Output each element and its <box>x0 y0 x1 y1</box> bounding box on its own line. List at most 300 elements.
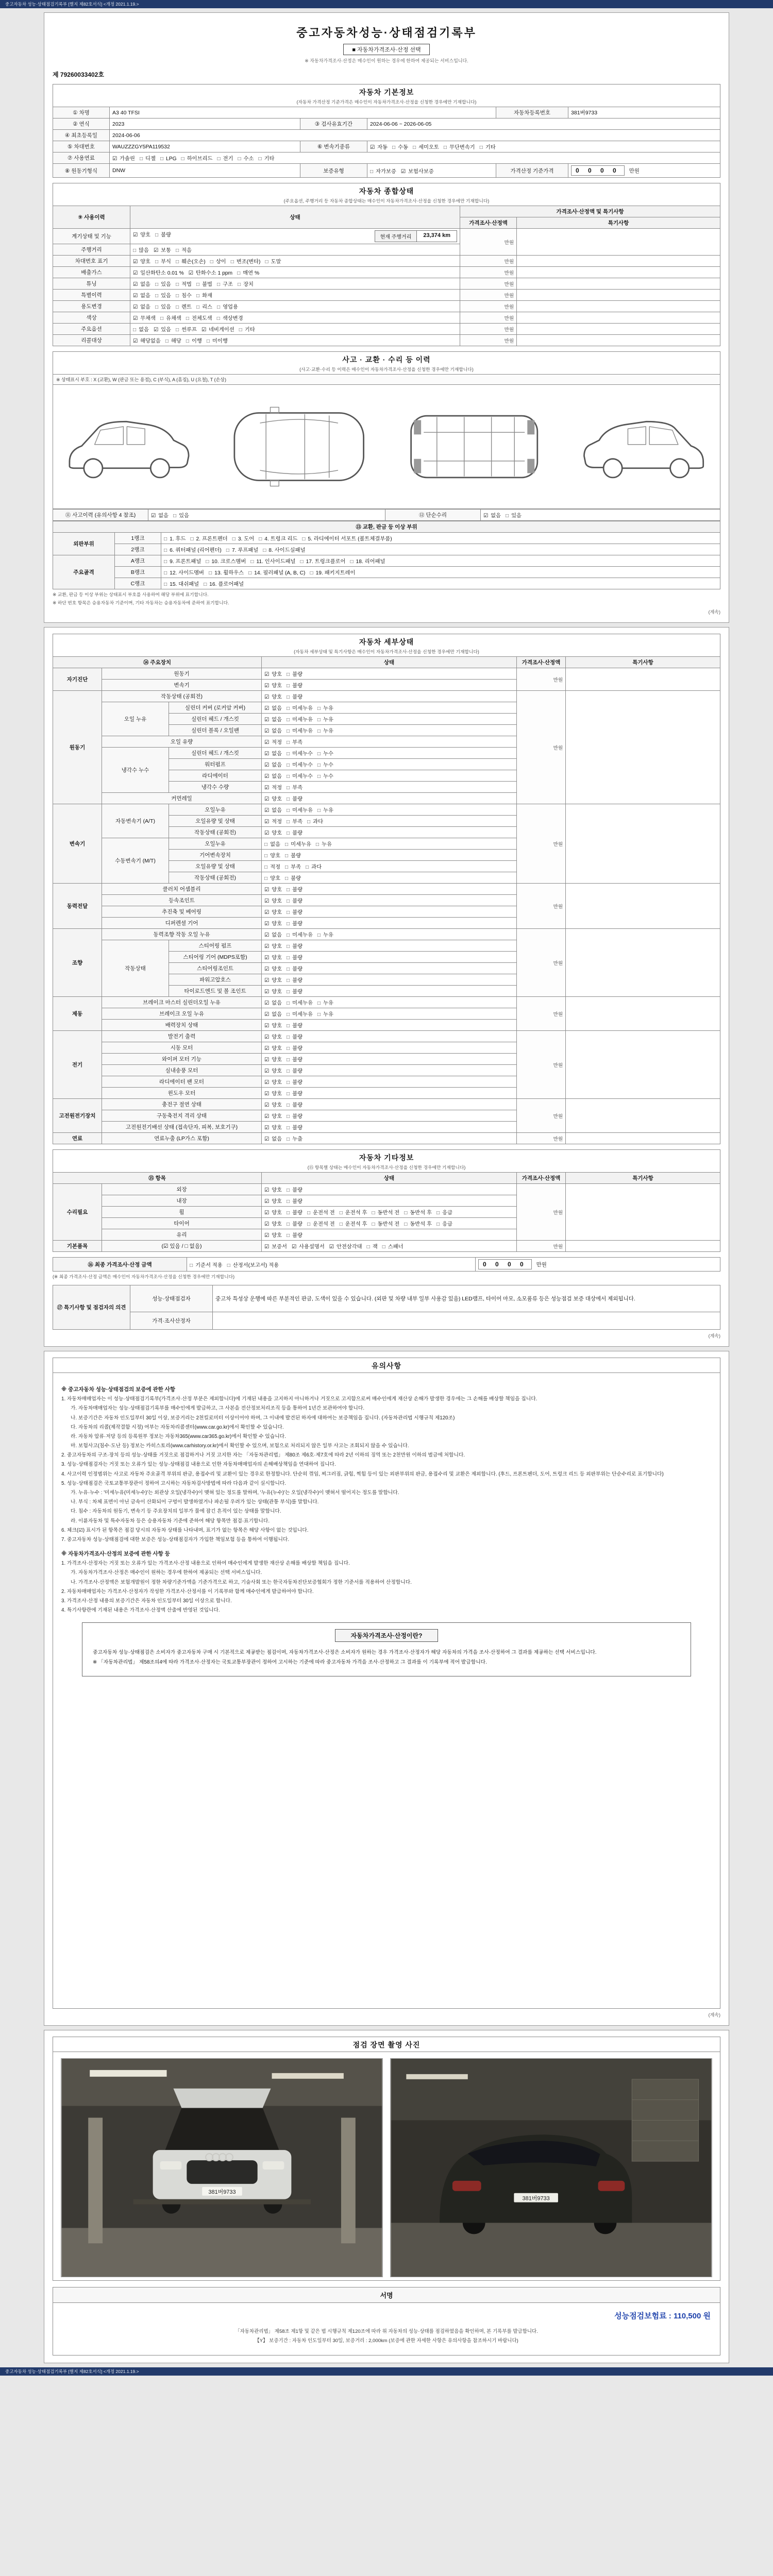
checkbox-option[interactable]: □ 미세누유 <box>287 728 313 734</box>
checked-checkbox-icon[interactable]: ☑ <box>264 921 270 927</box>
checkbox-option[interactable]: □ 있음 <box>155 304 171 310</box>
unchecked-checkbox-icon[interactable]: □ <box>133 327 137 333</box>
unchecked-checkbox-icon[interactable]: □ <box>217 282 221 287</box>
checkbox-option[interactable]: □ 누유 <box>317 717 333 723</box>
unchecked-checkbox-icon[interactable]: □ <box>186 338 190 344</box>
unchecked-checkbox-icon[interactable]: □ <box>176 248 179 253</box>
unchecked-checkbox-icon[interactable]: □ <box>287 1125 290 1131</box>
unchecked-checkbox-icon[interactable]: □ <box>372 1210 375 1216</box>
checkbox-option[interactable]: □ 16. 플로어패널 <box>204 582 244 587</box>
checkbox-option[interactable]: □ 불량 <box>287 1210 303 1216</box>
unchecked-checkbox-icon[interactable]: □ <box>248 570 252 576</box>
unchecked-checkbox-icon[interactable]: □ <box>287 1023 290 1029</box>
checked-checkbox-icon[interactable]: ☑ <box>133 293 138 299</box>
checkbox-option[interactable]: □ 미세누유 <box>287 1012 313 1018</box>
checkbox-option[interactable]: □ 누유 <box>317 1012 333 1018</box>
checkbox-option[interactable]: □ 12. 사이드멤버 <box>164 570 205 576</box>
checked-checkbox-icon[interactable]: ☑ <box>264 683 270 689</box>
checkbox-option[interactable]: □ 불법 <box>196 282 212 287</box>
unchecked-checkbox-icon[interactable]: □ <box>287 933 290 938</box>
unchecked-checkbox-icon[interactable]: □ <box>392 145 396 150</box>
checkbox-option[interactable]: ☑ 양호 <box>264 1080 282 1086</box>
checkbox-option[interactable]: □ 운전석 전 <box>307 1222 335 1227</box>
checkbox-option[interactable]: □ 누유 <box>317 728 333 734</box>
unchecked-checkbox-icon[interactable]: □ <box>216 316 220 321</box>
unchecked-checkbox-icon[interactable]: □ <box>317 751 321 757</box>
checkbox-option[interactable]: □ 불량 <box>287 1222 303 1227</box>
unchecked-checkbox-icon[interactable]: □ <box>287 967 290 972</box>
unchecked-checkbox-icon[interactable]: □ <box>265 259 268 265</box>
checkbox-option[interactable]: □ 누유 <box>317 808 333 814</box>
unchecked-checkbox-icon[interactable]: □ <box>190 1262 193 1268</box>
checkbox-option[interactable]: □ 1. 후드 <box>164 536 186 542</box>
unchecked-checkbox-icon[interactable]: □ <box>155 232 159 238</box>
checkbox-option[interactable]: □ 적음 <box>176 248 192 253</box>
unchecked-checkbox-icon[interactable]: □ <box>413 145 416 150</box>
unchecked-checkbox-icon[interactable]: □ <box>370 168 374 175</box>
unchecked-checkbox-icon[interactable]: □ <box>315 842 320 848</box>
checkbox-option[interactable]: ☑ 무채색 <box>133 316 156 321</box>
checked-checkbox-icon[interactable]: ☑ <box>133 270 138 276</box>
unchecked-checkbox-icon[interactable]: □ <box>287 751 290 757</box>
checkbox-option[interactable]: □ 불량 <box>287 967 303 972</box>
checkbox-option[interactable]: □ 19. 패키지트레이 <box>310 570 356 576</box>
unchecked-checkbox-icon[interactable]: □ <box>307 819 311 825</box>
checkbox-option[interactable]: □ 불량 <box>287 921 303 927</box>
unchecked-checkbox-icon[interactable]: □ <box>285 865 289 870</box>
checkbox-option[interactable]: □ 있음 <box>155 293 171 299</box>
checkbox-option[interactable]: ☑ 없음 <box>151 513 169 519</box>
checkbox-option[interactable]: □ 수소 <box>238 156 254 162</box>
checkbox-option[interactable]: □ 미세누유 <box>287 808 313 814</box>
checkbox-option[interactable]: □ 불량 <box>287 683 303 689</box>
checkbox-option[interactable]: □ 불량 <box>287 694 303 700</box>
checked-checkbox-icon[interactable]: ☑ <box>264 887 270 893</box>
unchecked-checkbox-icon[interactable]: □ <box>160 156 164 162</box>
unchecked-checkbox-icon[interactable]: □ <box>176 304 179 310</box>
checked-checkbox-icon[interactable]: ☑ <box>329 1244 334 1250</box>
checked-checkbox-icon[interactable]: ☑ <box>264 967 270 972</box>
checkbox-option[interactable]: ☑ 양호 <box>264 1210 282 1216</box>
checked-checkbox-icon[interactable]: ☑ <box>483 513 489 519</box>
checkbox-option[interactable]: □ 불량 <box>287 1114 303 1120</box>
checkbox-option[interactable]: □ 훼손(오손) <box>176 259 206 265</box>
unchecked-checkbox-icon[interactable]: □ <box>164 559 167 565</box>
checkbox-option[interactable]: □ 있음 <box>155 282 171 287</box>
checkbox-option[interactable]: □ 미세누유 <box>287 1001 313 1006</box>
checked-checkbox-icon[interactable]: ☑ <box>264 740 270 745</box>
unchecked-checkbox-icon[interactable]: □ <box>210 259 213 265</box>
checked-checkbox-icon[interactable]: ☑ <box>264 706 270 711</box>
unchecked-checkbox-icon[interactable]: □ <box>287 1137 290 1142</box>
unchecked-checkbox-icon[interactable]: □ <box>209 570 212 576</box>
checked-checkbox-icon[interactable]: ☑ <box>264 774 270 779</box>
unchecked-checkbox-icon[interactable]: □ <box>317 1012 321 1018</box>
unchecked-checkbox-icon[interactable]: □ <box>287 910 290 916</box>
unchecked-checkbox-icon[interactable]: □ <box>264 842 268 848</box>
checkbox-option[interactable]: ☑ 가솔린 <box>112 156 135 162</box>
unchecked-checkbox-icon[interactable]: □ <box>287 1057 290 1063</box>
checked-checkbox-icon[interactable]: ☑ <box>133 304 138 310</box>
unchecked-checkbox-icon[interactable]: □ <box>217 156 221 162</box>
unchecked-checkbox-icon[interactable]: □ <box>287 683 290 689</box>
checked-checkbox-icon[interactable]: ☑ <box>264 762 270 768</box>
checked-checkbox-icon[interactable]: ☑ <box>264 1091 270 1097</box>
checkbox-option[interactable]: ☑ 양호 <box>264 1114 282 1120</box>
checkbox-option[interactable]: □ 불량 <box>287 955 303 961</box>
checkbox-option[interactable]: □ 스패너 <box>382 1244 404 1250</box>
unchecked-checkbox-icon[interactable]: □ <box>264 853 268 859</box>
checked-checkbox-icon[interactable]: ☑ <box>133 232 138 238</box>
unchecked-checkbox-icon[interactable]: □ <box>176 259 179 265</box>
checkbox-option[interactable]: ☑ 양호 <box>264 694 282 700</box>
unchecked-checkbox-icon[interactable]: □ <box>155 282 159 287</box>
checkbox-option[interactable]: ☑ 적정 <box>264 819 282 825</box>
unchecked-checkbox-icon[interactable]: □ <box>317 762 321 768</box>
checkbox-option[interactable]: ☑ 양호 <box>264 910 282 916</box>
unchecked-checkbox-icon[interactable]: □ <box>317 774 321 779</box>
checkbox-option[interactable]: □ 6. 쿼터패널 (리어펜더) <box>164 548 222 553</box>
checkbox-option[interactable]: □ 누수 <box>317 774 333 779</box>
unchecked-checkbox-icon[interactable]: □ <box>350 559 354 565</box>
unchecked-checkbox-icon[interactable]: □ <box>287 808 290 814</box>
checkbox-option[interactable]: ☑ 양호 <box>264 1046 282 1052</box>
checkbox-option[interactable]: ☑ 보증서 <box>264 1244 287 1250</box>
checkbox-option[interactable]: ☑ 없음 <box>264 762 282 768</box>
unchecked-checkbox-icon[interactable]: □ <box>404 1222 408 1227</box>
unchecked-checkbox-icon[interactable]: □ <box>164 582 167 587</box>
checkbox-option[interactable]: ☑ 양호 <box>264 796 282 802</box>
unchecked-checkbox-icon[interactable]: □ <box>287 1080 290 1086</box>
unchecked-checkbox-icon[interactable]: □ <box>186 316 190 321</box>
checkbox-option[interactable]: ☑ 없음 <box>264 717 282 723</box>
checkbox-option[interactable]: □ 전기 <box>217 156 233 162</box>
unchecked-checkbox-icon[interactable]: □ <box>307 1210 311 1216</box>
checkbox-option[interactable]: ☑ 양호 <box>133 259 150 265</box>
checkbox-option[interactable]: □ 미세누유 <box>287 933 313 938</box>
unchecked-checkbox-icon[interactable]: □ <box>287 774 290 779</box>
checkbox-option[interactable]: ☑ 양호 <box>264 683 282 689</box>
checkbox-option[interactable]: ☑ 없음 <box>264 728 282 734</box>
checkbox-option[interactable]: □ 14. 필러패널 (A, B, C) <box>248 570 306 576</box>
checkbox-option[interactable]: □ 부족 <box>285 865 301 870</box>
checked-checkbox-icon[interactable]: ☑ <box>264 1069 270 1074</box>
unchecked-checkbox-icon[interactable]: □ <box>317 706 321 711</box>
unchecked-checkbox-icon[interactable]: □ <box>263 548 266 553</box>
checkbox-option[interactable]: □ LPG <box>160 156 177 162</box>
unchecked-checkbox-icon[interactable]: □ <box>307 1222 311 1227</box>
checkbox-option[interactable]: □ 미세누유 <box>287 706 313 711</box>
checkbox-option[interactable]: □ 부족 <box>287 785 303 791</box>
checked-checkbox-icon[interactable]: ☑ <box>151 513 156 519</box>
unchecked-checkbox-icon[interactable]: □ <box>287 762 290 768</box>
checked-checkbox-icon[interactable]: ☑ <box>264 1210 270 1216</box>
checkbox-option[interactable]: ☑ 양호 <box>264 1199 282 1205</box>
checkbox-option[interactable]: □ 불량 <box>287 910 303 916</box>
unchecked-checkbox-icon[interactable]: □ <box>264 876 268 882</box>
checkbox-option[interactable]: ☑ 양호 <box>264 1188 282 1193</box>
checkbox-option[interactable]: □ 누유 <box>317 1001 333 1006</box>
checkbox-option[interactable]: □ 누유 <box>317 933 333 938</box>
unchecked-checkbox-icon[interactable]: □ <box>479 145 483 150</box>
unchecked-checkbox-icon[interactable]: □ <box>287 887 290 893</box>
checkbox-option[interactable]: □ 불량 <box>287 944 303 950</box>
checked-checkbox-icon[interactable]: ☑ <box>133 316 138 321</box>
unchecked-checkbox-icon[interactable]: □ <box>181 156 184 162</box>
unchecked-checkbox-icon[interactable]: □ <box>317 728 321 734</box>
unchecked-checkbox-icon[interactable]: □ <box>287 1210 290 1216</box>
checkbox-option[interactable]: □ 불량 <box>287 831 303 836</box>
checked-checkbox-icon[interactable]: ☑ <box>264 910 270 916</box>
checked-checkbox-icon[interactable]: ☑ <box>264 1137 270 1142</box>
checked-checkbox-icon[interactable]: ☑ <box>264 1035 270 1040</box>
checkbox-option[interactable]: ☑ 보험사보증 <box>400 168 434 175</box>
checkbox-option[interactable]: ☑ 네비게이션 <box>201 327 234 333</box>
checked-checkbox-icon[interactable]: ☑ <box>264 1057 270 1063</box>
unchecked-checkbox-icon[interactable]: □ <box>190 536 194 542</box>
checkbox-option[interactable]: □ 불량 <box>287 672 303 677</box>
checkbox-option[interactable]: ☑ 있음 <box>154 327 171 333</box>
checkbox-option[interactable]: □ 전체도색 <box>186 316 212 321</box>
checkbox-option[interactable]: ☑ 양호 <box>264 899 282 904</box>
unchecked-checkbox-icon[interactable]: □ <box>155 304 159 310</box>
checkbox-option[interactable]: ☑ 없음 <box>264 1012 282 1018</box>
checkbox-option[interactable]: □ 수동 <box>392 145 408 150</box>
checkbox-option[interactable]: □ 응급 <box>436 1222 453 1227</box>
checkbox-option[interactable]: □ 있음 <box>173 513 189 519</box>
unchecked-checkbox-icon[interactable]: □ <box>217 304 221 310</box>
checkbox-option[interactable]: □ 불량 <box>287 1125 303 1131</box>
unchecked-checkbox-icon[interactable]: □ <box>259 536 262 542</box>
unchecked-checkbox-icon[interactable]: □ <box>317 717 321 723</box>
unchecked-checkbox-icon[interactable]: □ <box>287 785 290 791</box>
checkbox-option[interactable]: □ 불량 <box>287 1057 303 1063</box>
unchecked-checkbox-icon[interactable]: □ <box>310 570 313 576</box>
checkbox-option[interactable]: □ 불량 <box>287 1103 303 1108</box>
checkbox-option[interactable]: □ 리스 <box>196 304 212 310</box>
checked-checkbox-icon[interactable]: ☑ <box>264 933 270 938</box>
checked-checkbox-icon[interactable]: ☑ <box>264 1080 270 1086</box>
unchecked-checkbox-icon[interactable]: □ <box>372 1222 375 1227</box>
unchecked-checkbox-icon[interactable]: □ <box>287 1199 290 1205</box>
checkbox-option[interactable]: ☑ 양호 <box>264 1091 282 1097</box>
checkbox-option[interactable]: ☑ 없음 <box>483 513 501 519</box>
checkbox-option[interactable]: □ 4. 트렁크 리드 <box>259 536 298 542</box>
unchecked-checkbox-icon[interactable]: □ <box>250 559 254 565</box>
checkbox-option[interactable]: □ 디젤 <box>139 156 156 162</box>
checkbox-option[interactable]: ☑ 없음 <box>264 774 282 779</box>
checkbox-option[interactable]: ☑ 해당없음 <box>133 338 161 344</box>
unchecked-checkbox-icon[interactable]: □ <box>206 338 210 344</box>
checkbox-option[interactable]: □ 양호 <box>264 876 281 882</box>
unchecked-checkbox-icon[interactable]: □ <box>206 559 209 565</box>
unchecked-checkbox-icon[interactable]: □ <box>160 316 164 321</box>
checkbox-option[interactable]: ☑ 양호 <box>264 831 282 836</box>
checked-checkbox-icon[interactable]: ☑ <box>188 270 193 276</box>
checkbox-option[interactable]: ☑ 양호 <box>264 944 282 950</box>
checkbox-option[interactable]: □ 9. 프론트패널 <box>164 559 201 565</box>
checkbox-option[interactable]: □ 불량 <box>287 1233 303 1239</box>
checkbox-option[interactable]: ☑ 없음 <box>133 282 150 287</box>
unchecked-checkbox-icon[interactable]: □ <box>287 1001 290 1006</box>
unchecked-checkbox-icon[interactable]: □ <box>287 921 290 927</box>
unchecked-checkbox-icon[interactable]: □ <box>443 145 447 150</box>
checkbox-option[interactable]: ☑ 탄화수소 1 ppm <box>188 270 233 276</box>
checked-checkbox-icon[interactable]: ☑ <box>133 338 138 344</box>
checked-checkbox-icon[interactable]: ☑ <box>264 1188 270 1193</box>
checkbox-option[interactable]: □ 불량 <box>155 232 171 238</box>
checked-checkbox-icon[interactable]: ☑ <box>400 168 406 175</box>
checkbox-option[interactable]: □ 기타 <box>239 327 255 333</box>
unchecked-checkbox-icon[interactable]: □ <box>196 282 200 287</box>
checkbox-option[interactable]: □ 렌트 <box>176 304 192 310</box>
checkbox-option[interactable]: ☑ 없음 <box>264 808 282 814</box>
unchecked-checkbox-icon[interactable]: □ <box>287 1188 290 1193</box>
checked-checkbox-icon[interactable]: ☑ <box>264 808 270 814</box>
unchecked-checkbox-icon[interactable]: □ <box>317 933 321 938</box>
checkbox-option[interactable]: □ 13. 휠하우스 <box>209 570 244 576</box>
checkbox-option[interactable]: □ 불량 <box>287 1080 303 1086</box>
unchecked-checkbox-icon[interactable]: □ <box>164 536 167 542</box>
checkbox-option[interactable]: ☑ 보통 <box>154 248 171 253</box>
checkbox-option[interactable]: ☑ 없음 <box>264 706 282 711</box>
checkbox-option[interactable]: □ 동반석 후 <box>404 1210 432 1216</box>
checkbox-option[interactable]: □ 적정 <box>264 865 281 870</box>
checkbox-option[interactable]: ☑ 양호 <box>264 887 282 893</box>
unchecked-checkbox-icon[interactable]: □ <box>238 282 241 287</box>
checkbox-option[interactable]: ☑ 양호 <box>264 921 282 927</box>
unchecked-checkbox-icon[interactable]: □ <box>436 1210 440 1216</box>
unchecked-checkbox-icon[interactable]: □ <box>133 248 137 253</box>
unchecked-checkbox-icon[interactable]: □ <box>258 156 262 162</box>
checked-checkbox-icon[interactable]: ☑ <box>264 1233 270 1239</box>
checkbox-option[interactable]: ☑ 양호 <box>133 232 150 238</box>
checked-checkbox-icon[interactable]: ☑ <box>264 694 270 700</box>
checkbox-option[interactable]: □ 부족 <box>287 819 303 825</box>
checkbox-option[interactable]: □ 부식 <box>155 259 171 265</box>
unchecked-checkbox-icon[interactable]: □ <box>287 1222 290 1227</box>
unchecked-checkbox-icon[interactable]: □ <box>139 156 143 162</box>
checkbox-option[interactable]: □ 과다 <box>307 819 324 825</box>
unchecked-checkbox-icon[interactable]: □ <box>382 1244 385 1250</box>
unchecked-checkbox-icon[interactable]: □ <box>287 1233 290 1239</box>
unchecked-checkbox-icon[interactable]: □ <box>287 1046 290 1052</box>
checkbox-option[interactable]: ☑ 없음 <box>133 304 150 310</box>
checked-checkbox-icon[interactable]: ☑ <box>370 145 375 150</box>
unchecked-checkbox-icon[interactable]: □ <box>436 1222 440 1227</box>
unchecked-checkbox-icon[interactable]: □ <box>287 1012 290 1018</box>
checked-checkbox-icon[interactable]: ☑ <box>264 955 270 961</box>
checkbox-option[interactable]: □ 불량 <box>287 899 303 904</box>
checkbox-option[interactable]: ☑ 없음 <box>264 933 282 938</box>
checked-checkbox-icon[interactable]: ☑ <box>264 899 270 904</box>
checkbox-option[interactable]: □ 동반석 전 <box>372 1222 400 1227</box>
checkbox-option[interactable]: □ 불량 <box>287 1069 303 1074</box>
checkbox-option[interactable]: ☑ 양호 <box>264 1125 282 1131</box>
checkbox-option[interactable]: □ 미세누유 <box>287 717 313 723</box>
unchecked-checkbox-icon[interactable]: □ <box>287 955 290 961</box>
checked-checkbox-icon[interactable]: ☑ <box>264 1046 270 1052</box>
checkbox-option[interactable]: ☑ 양호 <box>264 955 282 961</box>
checkbox-option[interactable]: ☑ 적정 <box>264 785 282 791</box>
unchecked-checkbox-icon[interactable]: □ <box>264 865 268 870</box>
unchecked-checkbox-icon[interactable]: □ <box>300 559 304 565</box>
checkbox-option[interactable]: ☑ 양호 <box>264 1069 282 1074</box>
checkbox-option[interactable]: □ 7. 루프패널 <box>226 548 259 553</box>
checkbox-option[interactable]: □ 15. 대쉬패널 <box>164 582 199 587</box>
checkbox-option[interactable]: □ 많음 <box>133 248 149 253</box>
checked-checkbox-icon[interactable]: ☑ <box>264 978 270 984</box>
unchecked-checkbox-icon[interactable]: □ <box>285 842 289 848</box>
checkbox-option[interactable]: □ 변조(변타) <box>230 259 261 265</box>
price-survey-select-box[interactable]: ■ 자동차가격조사·산정 선택 <box>343 44 429 55</box>
unchecked-checkbox-icon[interactable]: □ <box>285 876 289 882</box>
checkbox-option[interactable]: □ 2. 프론트펜더 <box>190 536 228 542</box>
checkbox-option[interactable]: □ 세미오토 <box>413 145 439 150</box>
checked-checkbox-icon[interactable]: ☑ <box>264 717 270 723</box>
checkbox-option[interactable]: □ 불량 <box>287 978 303 984</box>
checkbox-option[interactable]: □ 미세누수 <box>287 774 313 779</box>
checkbox-option[interactable]: □ 동반석 전 <box>372 1210 400 1216</box>
checkbox-option[interactable]: □ 불량 <box>287 1023 303 1029</box>
unchecked-checkbox-icon[interactable]: □ <box>287 978 290 984</box>
checkbox-option[interactable]: □ 운전석 후 <box>339 1222 367 1227</box>
checked-checkbox-icon[interactable]: ☑ <box>264 1001 270 1006</box>
checkbox-option[interactable]: ☑ 양호 <box>264 978 282 984</box>
checkbox-option[interactable]: □ 기타 <box>258 156 275 162</box>
unchecked-checkbox-icon[interactable]: □ <box>204 582 207 587</box>
checked-checkbox-icon[interactable]: ☑ <box>264 989 270 995</box>
checkbox-option[interactable]: ☑ 양호 <box>264 672 282 677</box>
checkbox-option[interactable]: □ 불량 <box>285 876 301 882</box>
checked-checkbox-icon[interactable]: ☑ <box>133 282 138 287</box>
checked-checkbox-icon[interactable]: ☑ <box>291 1244 297 1250</box>
checkbox-option[interactable]: □ 부족 <box>287 740 303 745</box>
checkbox-option[interactable]: □ 미세누수 <box>287 762 313 768</box>
unchecked-checkbox-icon[interactable]: □ <box>226 548 230 553</box>
unchecked-checkbox-icon[interactable]: □ <box>339 1210 343 1216</box>
checkbox-option[interactable]: □ 불량 <box>287 1199 303 1205</box>
checkbox-option[interactable]: □ 유채색 <box>160 316 181 321</box>
unchecked-checkbox-icon[interactable]: □ <box>404 1210 408 1216</box>
checkbox-option[interactable]: □ 영업용 <box>217 304 238 310</box>
checked-checkbox-icon[interactable]: ☑ <box>154 248 159 253</box>
unchecked-checkbox-icon[interactable]: □ <box>176 282 179 287</box>
checkbox-option[interactable]: □ 누수 <box>317 751 333 757</box>
checked-checkbox-icon[interactable]: ☑ <box>264 1125 270 1131</box>
checked-checkbox-icon[interactable]: ☑ <box>264 831 270 836</box>
checkbox-option[interactable]: □ 동반석 후 <box>404 1222 432 1227</box>
unchecked-checkbox-icon[interactable]: □ <box>317 808 321 814</box>
checkbox-option[interactable]: □ 매연 % <box>237 270 260 276</box>
unchecked-checkbox-icon[interactable]: □ <box>287 989 290 995</box>
checkbox-option[interactable]: ☑ 없음 <box>133 293 150 299</box>
checkbox-option[interactable]: □ 누유 <box>315 842 332 848</box>
unchecked-checkbox-icon[interactable]: □ <box>285 853 289 859</box>
checkbox-option[interactable]: □ 불량 <box>287 1091 303 1097</box>
checkbox-option[interactable]: □ 없음 <box>264 842 281 848</box>
unchecked-checkbox-icon[interactable]: □ <box>302 536 306 542</box>
checkbox-option[interactable]: □ 도말 <box>265 259 281 265</box>
checkbox-option[interactable]: □ 18. 리어패널 <box>350 559 385 565</box>
checkbox-option[interactable]: □ 누수 <box>317 762 333 768</box>
unchecked-checkbox-icon[interactable]: □ <box>306 865 309 870</box>
unchecked-checkbox-icon[interactable]: □ <box>287 706 290 711</box>
checkbox-option[interactable]: □ 3. 도어 <box>232 536 255 542</box>
checkbox-option[interactable]: □ 양호 <box>264 853 281 859</box>
checkbox-option[interactable]: □ 하이브리드 <box>181 156 213 162</box>
checkbox-option[interactable]: □ 운전석 전 <box>307 1210 335 1216</box>
